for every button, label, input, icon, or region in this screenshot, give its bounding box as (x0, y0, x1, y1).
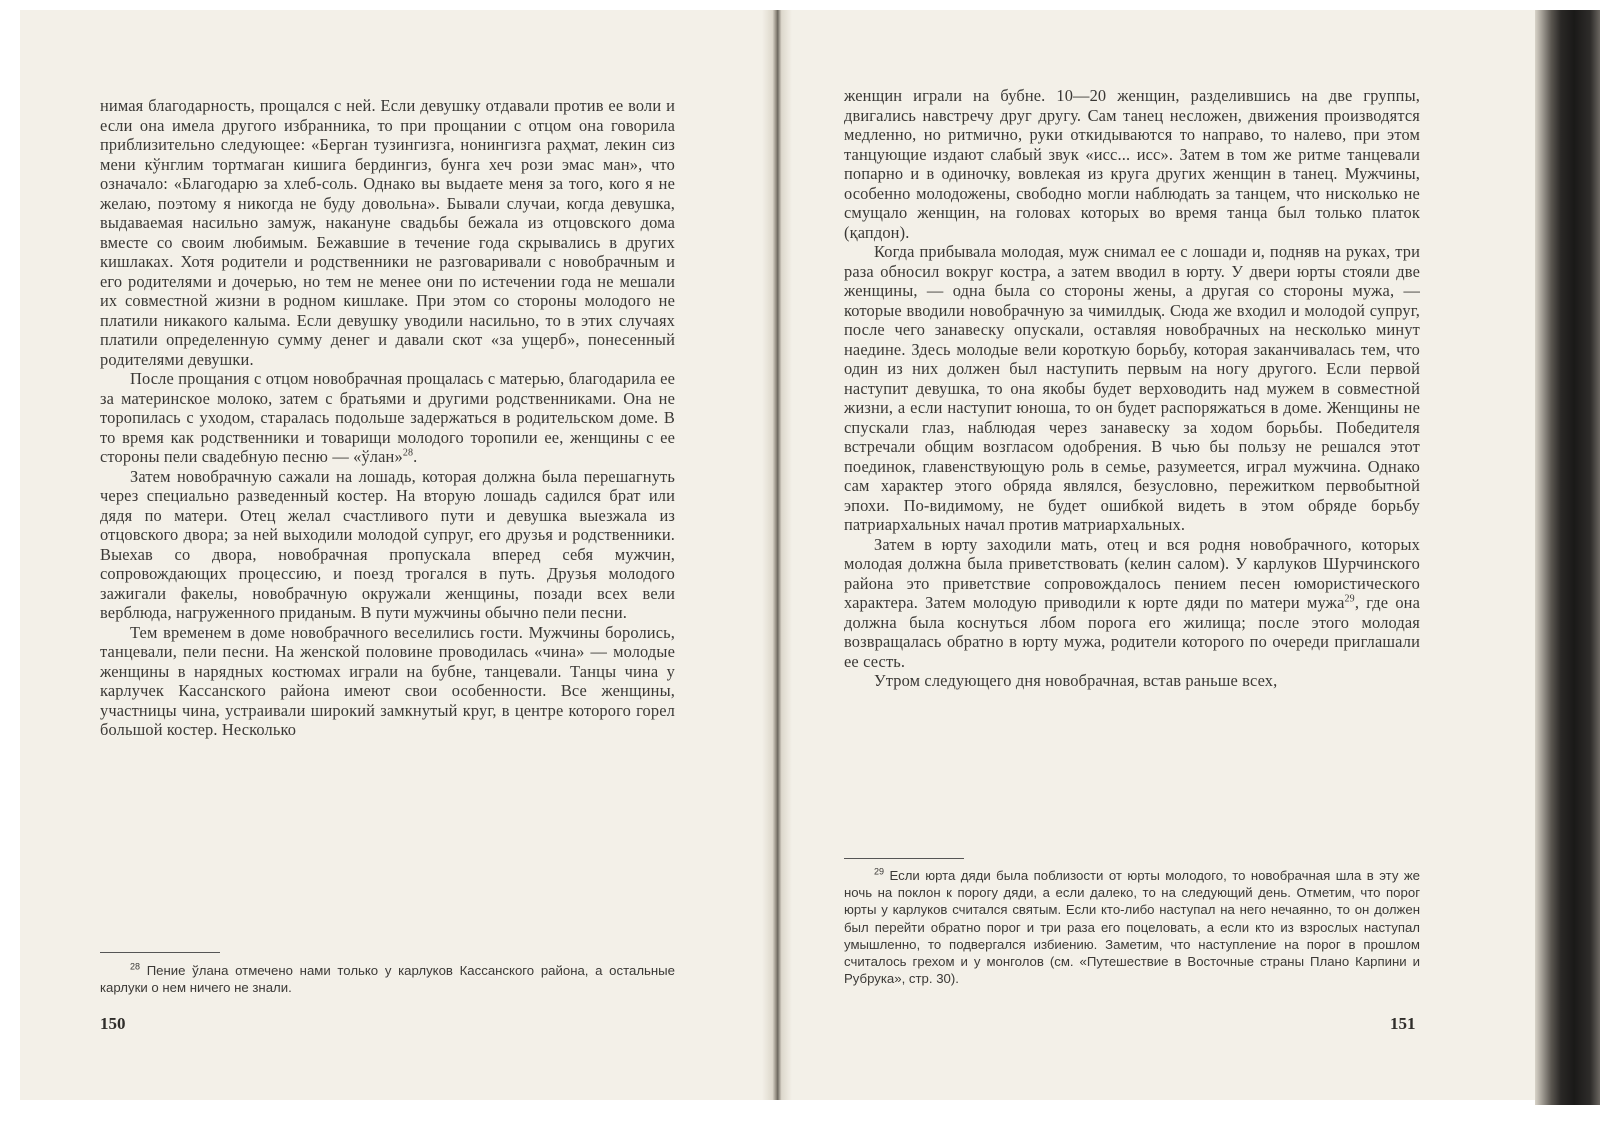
right-paragraph-1: женщин играли на бубне. 10—20 женщин, разделившись на две группы, двигались навстречу друг другу. Сам танец несложен, движения производятся медленно, но ритмично, руки откидываются то направо, то налево, при этом танцующие издают слабый звук «исс... исс». Затем в том же ритме танцевали попарно и в одиночку, вовлекая из круга других женщин в танец. Мужчины, особенно молодожены, свободно могли наблюдать за танцем, что нисколько не смущало женщин, на головах которых во время танца был только платок (қапдон). (844, 86, 1420, 242)
footnote-28-text: Пение ўлана отмечено нами только у карлуков Кассанского района, а остальные карлуки о нем ничего не знали. (100, 963, 675, 996)
left-page (20, 10, 762, 1100)
footnote-rule-left (100, 952, 220, 953)
page-number-right: 151 (1390, 1014, 1416, 1033)
book-gutter (762, 10, 792, 1100)
footnote-29-text: Если юрта дяди была поблизости от юрты молодого, то новобрачная шла в эту же ночь на поклон к порогу дяди, а если далеко, то на следующий день. Отметим, что порог юрты у карлуков считался святым. Если кто-либо наступал на него нечаянно, то он должен был перейти обратно порог и три раза его поцеловать, а если кто из взрослых наступал умышленно, то подвергался избиению. Заметим, что наступление на порог в прошлом считалось грехом и у монголов (см. «Путешествие в Восточные страны Плано Карпини и Рубрука», стр. 30). (844, 868, 1421, 987)
footnote-rule-right (844, 858, 964, 859)
right-paragraph-3 (844, 535, 1420, 672)
left-footnote (100, 962, 675, 996)
right-paragraph-3-text: Затем в юрту заходили мать, отец и вся родня новобрачного, которых молодая должна была приветствовать (келин салом). У карлуков Шурчинского района это приветствие сопровождалось пением песен юмористического характера. Затем молодую приводили к юрте дяди по матери мужа (844, 534, 1420, 612)
footnote-ref-28: 28 (402, 447, 414, 459)
left-paragraph-1: нимая благодарность, прощался с ней. Если девушку отдавали против ее воли и если она имела другого избранника, то при прощании с отцом она говорила приблизительно следующее: «Берган тузингизга, нонингизга раҳмат, лекин сиз мени кўнглим тортмаган кишига бердингиз, бунга хеч рози эмас ман», что означало: «Благодарю за хлеб-соль. Однако вы выдаете меня за того, кого я не желаю, поэтому я никогда не буду довольна». Бывали случаи, когда девушка, выдаваемая насильно замуж, накануне свадьбы бежала из отцовского дома вместе со своим любимым. Бежавшие в течение года скрывались в других кишлаках. Хотя родители и родственники не разговаривали с новобрачным и его родителями и дочерью, но тем не менее они по истечении года не мешали их совместной жизни в родном кишлаке. При этом со стороны молодого не платили никакого калыма. Если девушку уводили насильно, то в этих случаях платили определенную сумму денег и давали скот «за ущерб», понесенный родителями девушки. (100, 96, 675, 369)
book-cover-edge (1535, 10, 1600, 1105)
right-footnote (844, 867, 1420, 987)
left-page-body (100, 96, 675, 740)
right-paragraph-3-tail: , где она должна была коснуться лбом порога его жилища; после этого молодая возвращалась обратно в юрту мужа, родители которого по очереди приглашали ее сесть. (844, 593, 1421, 671)
right-page-body (844, 86, 1420, 691)
right-paragraph-4: Утром следующего дня новобрачная, встав раньше всех, (874, 671, 1278, 690)
right-page (792, 10, 1535, 1100)
book-spread (20, 10, 1535, 1100)
left-paragraph-2 (100, 369, 675, 467)
footnote-mark-29: 29 (874, 866, 885, 877)
footnote-mark-28: 28 (130, 961, 141, 972)
left-paragraph-2-text: После прощания с отцом новобрачная прощалась с матерью, благодарила ее за материнское молоко, затем с братьями и другими родственниками. Она не торопилась с уходом, старалась подольше задержаться в родительском доме. В то время как родственники и товарищи молодого торопили ее, женщины с ее стороны пели свадебную песню — «ўлан» (100, 369, 675, 466)
left-paragraph-3: Затем новобрачную сажали на лошадь, которая должна была перешагнуть через специально разведенный костер. На вторую лошадь садился брат или дядя по матери. Отец желал счастливого пути и девушка выезжала из отцовского двора; за ней выходили молодой супруг, его друзья и родственники. Выехав со двора, новобрачная пропускала вперед себя мужчин, сопровождающих процессию, и поезд трогался в путь. Друзья молодого зажигали факелы, новобрачную окружали женщины, позади всех вели верблюда, нагруженного приданым. В пути мужчины обычно пели песни. (100, 466, 675, 622)
left-paragraph-2-tail: . (413, 447, 418, 466)
right-paragraph-2: Когда прибывала молодая, муж снимал ее с лошади и, подняв на руках, три раза обносил вокруг костра, а затем вводил в юрту. У двери юрты стояли две женщины, — одна была со стороны жены, а другая со стороны мужа, — которые вводили новобрачную за чимилдық. Сюда же входил и молодой супруг, после чего занавеску опускали, оставляя новобрачных на несколько минут наедине. Здесь молодые вели короткую борьбу, которая заканчивалась тем, что один из них должен был наступить первым на ногу другого. Если первой наступит девушка, то она якобы будет верховодить над мужем в совместной жизни, а если наступит юноша, то он будет распоряжаться в доме. Женщины не спускали глаз, наблюдая через занавеску за ходом борьбы. Победителя встречали общим возгласом одобрения. В чью бы пользу не решался этот поединок, главенствующую роль в семье, разумеется, играл мужчина. Однако сам характер этого обряда являлся, безусловно, пережитком первобытной эпохи. По-видимому, не будет ошибкой видеть в этом обряде борьбу патриархальных начал против матриархальных. (844, 242, 1420, 534)
footnote-ref-29: 29 (1344, 593, 1355, 605)
left-paragraph-4: Тем временем в доме новобрачного веселились гости. Мужчины боролись, танцевали, пели песни. На женской половине проводилась «чина» — молодые женщины в нарядных костюмах играли на бубне, танцевали. Танцы чина у карлучек Кассанского района имеют свои особенности. Все женщины, участницы чина, устраивали широкий замкнутый круг, в центре которого горел большой костер. Несколько (100, 622, 675, 739)
page-number-left: 150 (100, 1014, 126, 1033)
